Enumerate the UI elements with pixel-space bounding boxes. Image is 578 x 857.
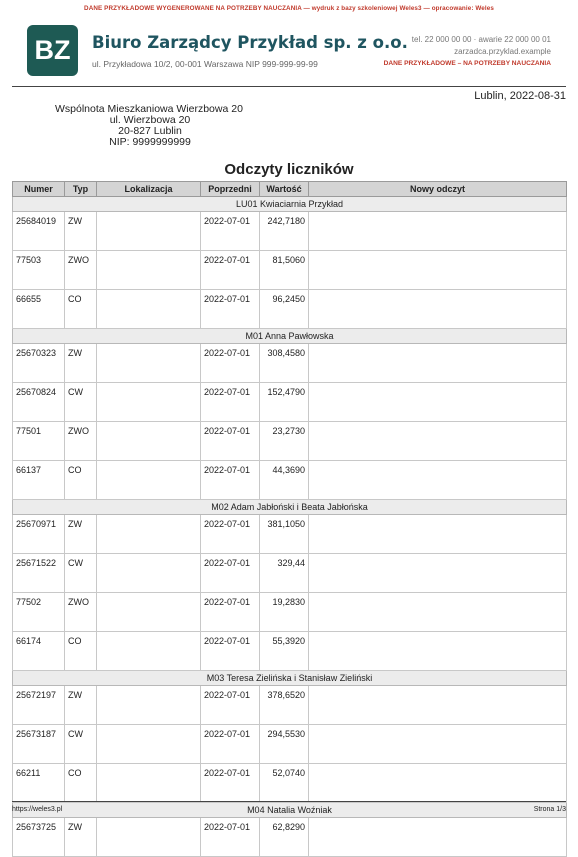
apartment-group-label: M01 Anna Pawłowska xyxy=(13,329,567,344)
cell-previous-date: 2022-07-01 xyxy=(201,764,260,803)
cell-new-reading xyxy=(309,764,567,803)
cell-new-reading xyxy=(309,461,567,500)
cell-location xyxy=(97,422,201,461)
apartment-group-row xyxy=(13,671,567,686)
cell-location xyxy=(97,251,201,290)
cell-previous-date: 2022-07-01 xyxy=(201,593,260,632)
cell-previous-date: 2022-07-01 xyxy=(201,686,260,725)
col-header-type: Typ xyxy=(65,182,97,197)
cell-location xyxy=(97,818,201,857)
table-row xyxy=(13,515,567,554)
cell-location xyxy=(97,725,201,764)
apartment-group-label: M04 Natalia Woźniak xyxy=(13,803,567,818)
cell-location xyxy=(97,686,201,725)
cell-number: 25672197 xyxy=(13,686,65,725)
apartment-group-row xyxy=(13,803,567,818)
cell-value: 23,2730 xyxy=(260,422,309,461)
col-header-location: Lokalizacja xyxy=(97,182,201,197)
col-header-previous: Poprzedni xyxy=(201,182,260,197)
footer-divider xyxy=(12,801,566,802)
cell-number: 66211 xyxy=(13,764,65,803)
meter-readings-table xyxy=(12,181,567,857)
cell-new-reading xyxy=(309,515,567,554)
cell-new-reading xyxy=(309,290,567,329)
footer-page-number: Strona 1/3 xyxy=(533,806,566,813)
cell-number: 77503 xyxy=(13,251,65,290)
cell-location xyxy=(97,383,201,422)
table-row xyxy=(13,593,567,632)
cell-previous-date: 2022-07-01 xyxy=(201,461,260,500)
cell-type: ZW xyxy=(65,344,97,383)
table-row xyxy=(13,725,567,764)
company-contact xyxy=(351,34,551,70)
contact-notice: DANE PRZYKŁADOWE – NA POTRZEBY NAUCZANIA xyxy=(383,60,551,67)
table-row xyxy=(13,686,567,725)
apartment-group-label: M02 Adam Jabłoński i Beata Jabłońska xyxy=(13,500,567,515)
cell-previous-date: 2022-07-01 xyxy=(201,251,260,290)
table-body xyxy=(13,197,567,857)
col-header-number: Numer xyxy=(13,182,65,197)
cell-value: 294,5530 xyxy=(260,725,309,764)
cell-type: ZW xyxy=(65,818,97,857)
contact-email: zarzadca.przyklad.example xyxy=(454,47,551,56)
cell-location xyxy=(97,515,201,554)
cell-previous-date: 2022-07-01 xyxy=(201,290,260,329)
table-row xyxy=(13,554,567,593)
footer-url: https://weles3.pl xyxy=(12,806,63,813)
cell-number: 77501 xyxy=(13,422,65,461)
cell-number: 25671522 xyxy=(13,554,65,593)
table-row xyxy=(13,212,567,251)
apartment-group-row xyxy=(13,500,567,515)
cell-location xyxy=(97,212,201,251)
cell-new-reading xyxy=(309,554,567,593)
cell-type: ZW xyxy=(65,686,97,725)
cell-previous-date: 2022-07-01 xyxy=(201,632,260,671)
cell-previous-date: 2022-07-01 xyxy=(201,212,260,251)
cell-previous-date: 2022-07-01 xyxy=(201,344,260,383)
table-row xyxy=(13,764,567,803)
cell-value: 381,1050 xyxy=(260,515,309,554)
cell-value: 81,5060 xyxy=(260,251,309,290)
cell-new-reading xyxy=(309,251,567,290)
cell-type: CO xyxy=(65,632,97,671)
cell-location xyxy=(97,461,201,500)
apartment-group-label: M03 Teresa Zielińska i Stanisław Zieliński xyxy=(13,671,567,686)
table-header-row xyxy=(13,182,567,197)
table-row xyxy=(13,383,567,422)
cell-value: 308,4580 xyxy=(260,344,309,383)
cell-value: 62,8290 xyxy=(260,818,309,857)
cell-previous-date: 2022-07-01 xyxy=(201,554,260,593)
recipient-name: Wspólnota Mieszkaniowa Wierzbowa 20 xyxy=(55,103,243,115)
cell-new-reading xyxy=(309,383,567,422)
cell-type: CO xyxy=(65,764,97,803)
cell-new-reading xyxy=(309,593,567,632)
cell-number: 25670824 xyxy=(13,383,65,422)
cell-previous-date: 2022-07-01 xyxy=(201,515,260,554)
header-divider xyxy=(12,86,566,87)
recipient-nip: NIP: 9999999999 xyxy=(109,136,191,148)
table-row xyxy=(13,632,567,671)
company-logo: BZ xyxy=(27,25,78,76)
cell-location xyxy=(97,764,201,803)
company-name: Biuro Zarządcy Przykład sp. z o.o. xyxy=(92,33,408,52)
company-address: ul. Przykładowa 10/2, 00-001 Warszawa NIP 999-999-99-99 xyxy=(92,59,318,69)
col-header-new-reading: Nowy odczyt xyxy=(309,182,567,197)
recipient-street: ul. Wierzbowa 20 xyxy=(109,114,191,126)
cell-type: CW xyxy=(65,383,97,422)
table-row xyxy=(13,422,567,461)
cell-type: CO xyxy=(65,461,97,500)
cell-value: 55,3920 xyxy=(260,632,309,671)
cell-type: ZWO xyxy=(65,251,97,290)
cell-number: 25673187 xyxy=(13,725,65,764)
cell-location xyxy=(97,290,201,329)
cell-type: ZW xyxy=(65,212,97,251)
document-date: Lublin, 2022-08-31 xyxy=(474,90,566,102)
table-row xyxy=(13,461,567,500)
cell-type: ZWO xyxy=(65,593,97,632)
apartment-group-row xyxy=(13,197,567,212)
cell-new-reading xyxy=(309,686,567,725)
cell-value: 44,3690 xyxy=(260,461,309,500)
apartment-group-row xyxy=(13,329,567,344)
cell-new-reading xyxy=(309,422,567,461)
cell-value: 242,7180 xyxy=(260,212,309,251)
cell-previous-date: 2022-07-01 xyxy=(201,422,260,461)
contact-phone: tel. 22 000 00 00 · awarie 22 000 00 01 xyxy=(411,35,551,44)
cell-number: 66137 xyxy=(13,461,65,500)
cell-type: ZWO xyxy=(65,422,97,461)
cell-number: 25670971 xyxy=(13,515,65,554)
cell-new-reading xyxy=(309,632,567,671)
cell-number: 66655 xyxy=(13,290,65,329)
cell-location xyxy=(97,593,201,632)
cell-number: 25684019 xyxy=(13,212,65,251)
cell-previous-date: 2022-07-01 xyxy=(201,383,260,422)
col-header-value: Wartość xyxy=(260,182,309,197)
recipient-block xyxy=(50,104,250,148)
cell-new-reading xyxy=(309,344,567,383)
cell-value: 52,0740 xyxy=(260,764,309,803)
cell-location xyxy=(97,344,201,383)
cell-previous-date: 2022-07-01 xyxy=(201,725,260,764)
cell-number: 77502 xyxy=(13,593,65,632)
cell-type: ZW xyxy=(65,515,97,554)
cell-value: 378,6520 xyxy=(260,686,309,725)
table-row xyxy=(13,344,567,383)
page-title: Odczyty liczników xyxy=(224,161,354,178)
cell-new-reading xyxy=(309,818,567,857)
cell-new-reading xyxy=(309,725,567,764)
cell-location xyxy=(97,554,201,593)
table-row xyxy=(13,290,567,329)
cell-value: 96,2450 xyxy=(260,290,309,329)
cell-number: 25670323 xyxy=(13,344,65,383)
cell-previous-date: 2022-07-01 xyxy=(201,818,260,857)
apartment-group-label: LU01 Kwiaciarnia Przykład xyxy=(13,197,567,212)
table-row xyxy=(13,251,567,290)
cell-type: CW xyxy=(65,725,97,764)
table-row xyxy=(13,818,567,857)
cell-type: CW xyxy=(65,554,97,593)
cell-value: 329,44 xyxy=(260,554,309,593)
cell-location xyxy=(97,632,201,671)
cell-type: CO xyxy=(65,290,97,329)
cell-value: 19,2830 xyxy=(260,593,309,632)
sample-data-banner: DANE PRZYKŁADOWE WYGENEROWANE NA POTRZEBY NAUCZANIA — wydruk z bazy szkoleniowej Weles3 — opracowanie: Weles xyxy=(84,5,494,12)
recipient-city: 20-827 Lublin xyxy=(118,125,182,137)
cell-value: 152,4790 xyxy=(260,383,309,422)
cell-new-reading xyxy=(309,212,567,251)
cell-number: 66174 xyxy=(13,632,65,671)
cell-number: 25673725 xyxy=(13,818,65,857)
